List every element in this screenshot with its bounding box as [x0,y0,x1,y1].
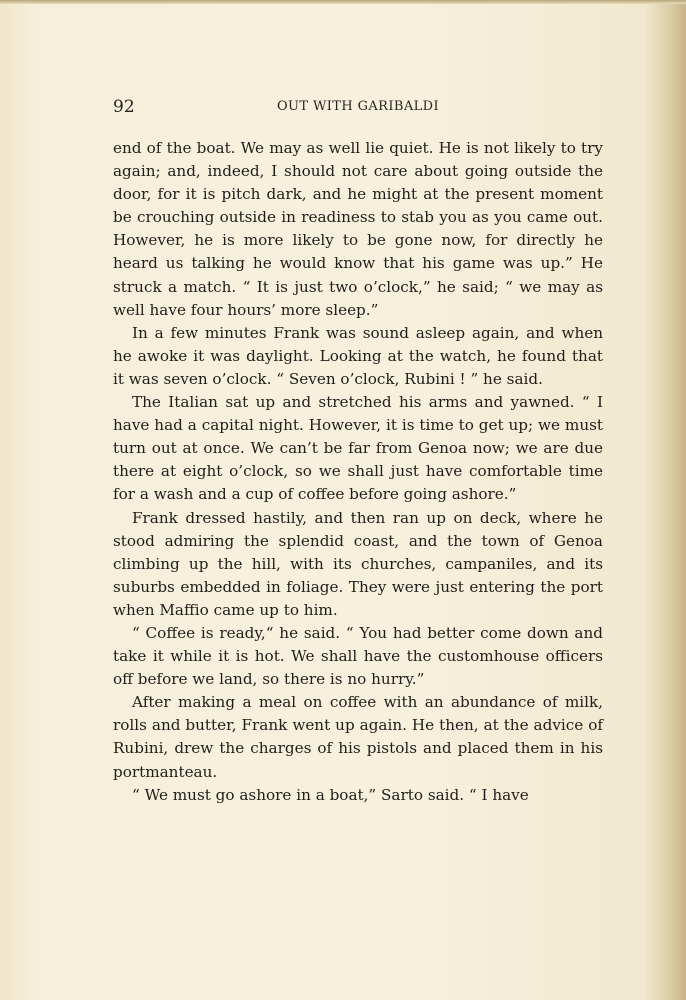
paragraph: After making a meal on coffee with an abundance of milk, rolls and butter, Frank went up again. He then, at the advice of Rubini, drew the charges of his pistols and placed them in his portmanteau. [113,693,603,781]
paragraph: Frank dressed hastily, and then ran up on deck, where he stood admiring the splendid coast, and the town of Genoa climbing up the hill, with its churches, campaniles, and its suburbs embedded in foliage. They were just entering the port when Maffio came up to him. [113,508,603,619]
paragraph: “ We must go ashore in a boat,” Sarto said. “ I have [132,785,529,804]
paragraph: end of the boat. We may as well lie quiet. He is not likely to try again; and, indeed, I should not care about going outside the door, for it is pitch dark, and he might at the present moment be crouching outside in readiness to stab you as you came out. However, he is more likely to be gone now, for directly he heard us talking he would know that his game was up.” He struck a match. “ It is just two o’clock,” he said; “ we may as well have four hours’ more sleep.” [113,139,603,319]
paragraph: In a few minutes Frank was sound asleep again, and when he awoke it was daylight. Looking at the watch, he found that it was seven o’clock. “ Seven o’clock, Rubini ! ” he said. [113,323,603,388]
page-number: 92 [113,97,135,117]
paragraph: “ Coffee is ready,“ he said. “ You had better come down and take it while it is hot. We shall have the customhouse officers off before we land, so there is no hurry.” [113,623,603,689]
paragraph: The Italian sat up and stretched his arms and yawned. “ I have had a capital night. However, it is time to get up; we must turn out at once. We can’t be far from Genoa now; we are due there at eight o’clock, so we shall just have comfortable time for a wash and a cup of coffee before going ashore.” [113,393,603,504]
page-top-edge [0,0,686,4]
body-text [113,137,603,807]
running-title: OUT WITH GARIBALDI [276,99,440,114]
page-header [113,97,603,119]
